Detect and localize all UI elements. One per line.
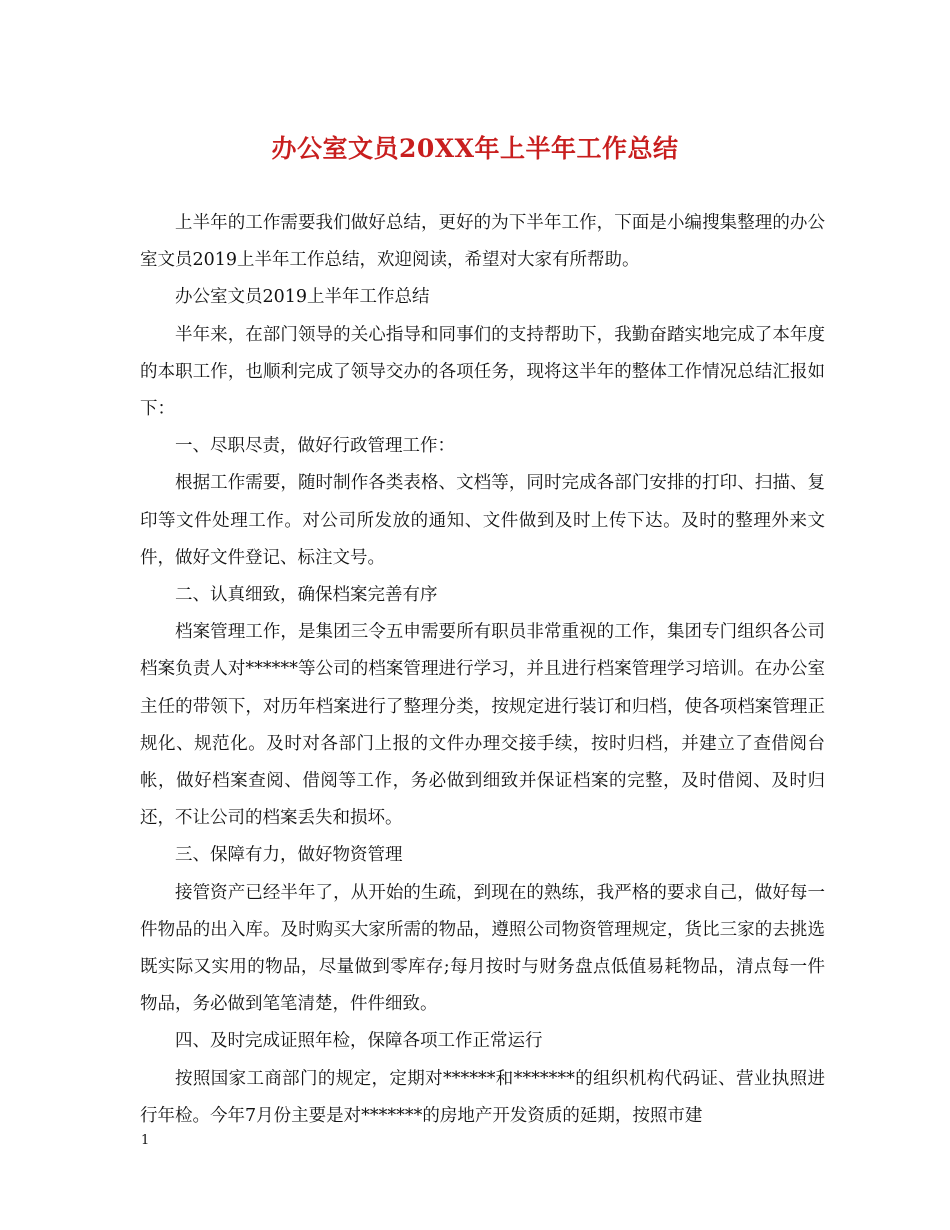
section-body-1: 根据工作需要，随时制作各类表格、文档等，同时完成各部门安排的打印、扫描、复印等文件处理工作。对公司所发放的通知、文件做到及时上传下达。及时的整理外来文件，做好文件登记、标注文号。 [140, 473, 825, 568]
opening-paragraph: 半年来，在部门领导的关心指导和同事们的支持帮助下，我勤奋踏实地完成了本年度的本职工作，也顺利完成了领导交办的各项任务，现将这半年的整体工作情况总结汇报如下： [140, 324, 825, 420]
section-body-2: 档案管理工作，是集团三令五申需要所有职员非常重视的工作，集团专门组织各公司档案负责人对******等公司的档案管理进行学习，并且进行档案管理学习培训。在办公室主任的带领下，对历年档案进行了整理分类，按规定进行装订和归档，使各项档案管理正规化、规范化。及时对各部门上报的文件办理交接手续，按时归档，并建立了查借阅台帐，做好档案查阅、借阅等工作，务必做到细致并保证档案的完整，及时借阅、及时归还，不让公司的档案丢失和损坏。 [140, 622, 825, 829]
document-title: 办公室文员20XX年上半年工作总结 [271, 134, 679, 163]
subtitle-paragraph: 办公室文员2019上半年工作总结 [175, 287, 430, 308]
page-number: 1 [141, 1133, 150, 1148]
section-body-3: 接管资产已经半年了，从开始的生疏，到现在的熟练，我严格的要求自己，做好每一件物品的出入库。及时购买大家所需的物品，遵照公司物资管理规定，货比三家的去挑选既实际又实用的物品，尽量做到零库存;每月按时与财务盘点低值易耗物品，清点每一件物品，务必做到笔笔清楚，件件细致。 [140, 882, 825, 1015]
section-heading-3: 三、保障有力，做好物资管理 [175, 845, 403, 866]
document-body [140, 205, 825, 1135]
section-heading-1: 一、尽职尽责，做好行政管理工作： [175, 436, 455, 457]
section-body-4: 按照国家工商部门的规定，定期对******和*******的组织机构代码证、营业执照进行年检。今年7月份主要是对*******的房地产开发资质的延期，按照市建 [140, 1068, 825, 1126]
section-heading-4: 四、及时完成证照年检，保障各项工作正常运行 [175, 1031, 543, 1052]
section-heading-2: 二、认真细致，确保档案完善有序 [175, 585, 438, 606]
intro-paragraph: 上半年的工作需要我们做好总结，更好的为下半年工作，下面是小编搜集整理的办公室文员2019上半年工作总结，欢迎阅读，希望对大家有所帮助。 [140, 213, 825, 271]
